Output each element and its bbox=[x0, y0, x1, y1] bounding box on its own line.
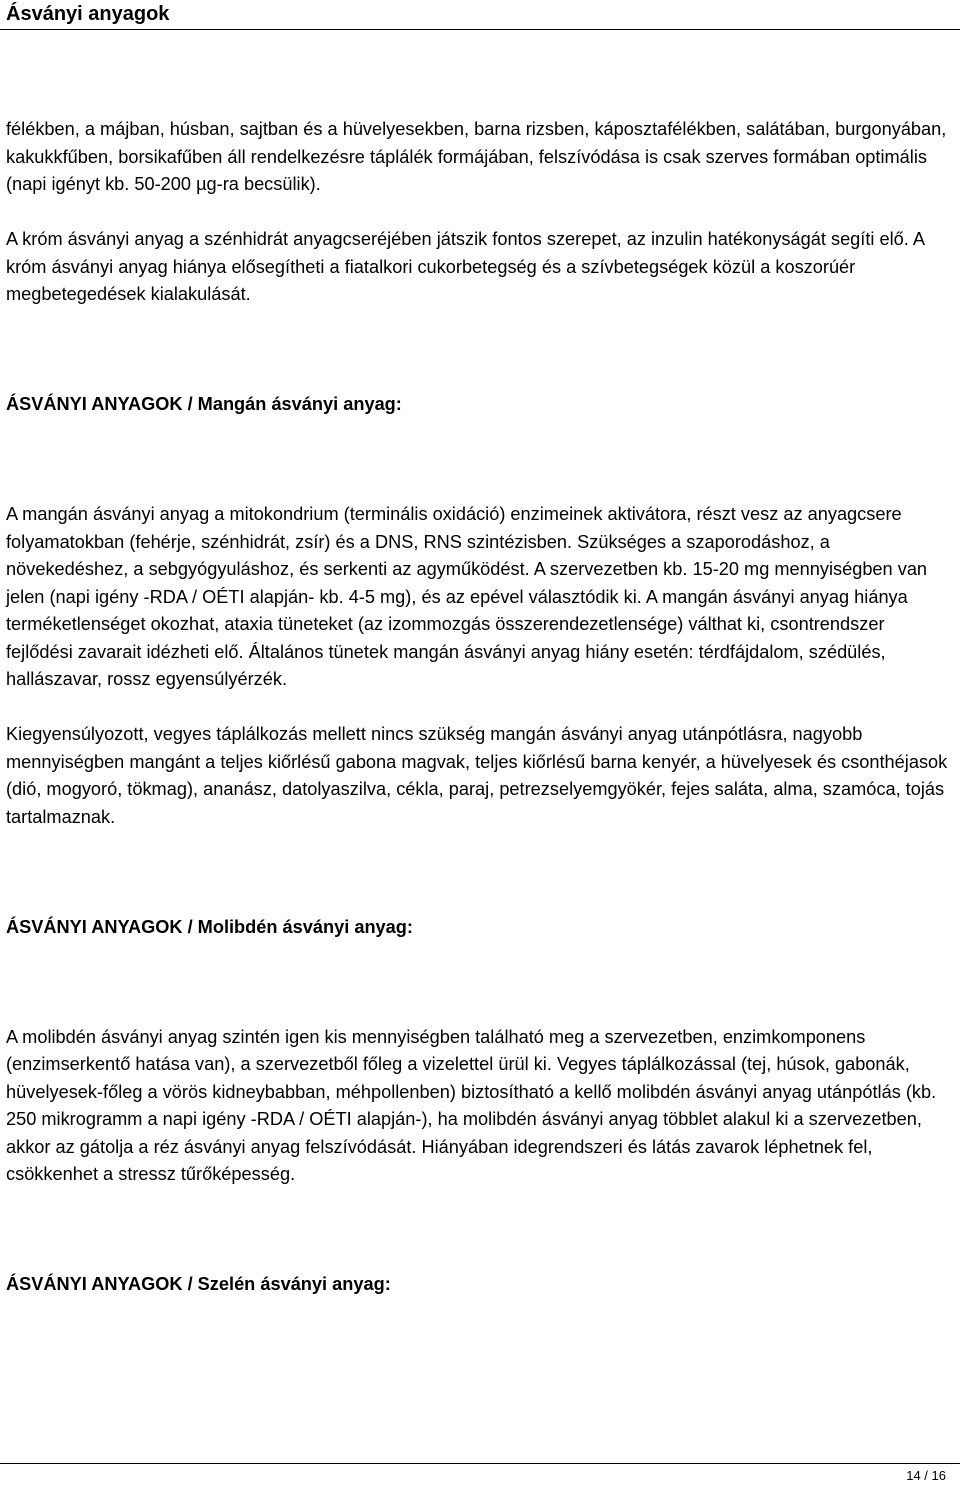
document-title: Ásványi anyagok bbox=[6, 3, 170, 25]
page-header bbox=[0, 0, 960, 30]
paragraph-chromium-sources: félékben, a májban, húsban, sajtban és a hüvelyesekben, barna rizsben, káposztafélékben, salátában, burgonyában, kakukkfűben, borsikafűben áll rendelkezésre táplálék formájában, felszívódása is csak szerves formában optimális (napi igényt kb. 50-200 µg-ra becsülik). bbox=[6, 119, 947, 194]
paragraph-manganese-role: A mangán ásványi anyag a mitokondrium (terminális oxidáció) enzimeinek aktivátora, részt vesz az anyagcsere folyamatokban (fehérje, szénhidrát, zsír) és a DNS, RNS szintézisben. Szükséges a szaporodáshoz, a növekedéshez, a sebgyógyuláshoz, és serkenti az agyműködést. A szervezetben kb. 15-20 mg mennyiségben van jelen (napi igény -RDA / OÉTI alapján- kb. 4-5 mg), és az epével választódik ki. A mangán ásványi anyag hiánya terméketlenséget okozhat, ataxia tüneteket (az izommozgás összerendezetlensége) válthat ki, csontrendszer fejlődési zavarait idézheti elő. Általános tünetek mangán ásványi anyag hiány esetén: térdfájdalom, szédülés, hallászavar, rossz egyensúlyérzék. bbox=[6, 504, 928, 689]
paragraph-chromium-role: A króm ásványi anyag a szénhidrát anyagcseréjében játszik fontos szerepet, az inzulin hatékonyságát segíti elő. A króm ásványi anyag hiánya elősegítheti a fiatalkori cukorbetegség és a szívbetegségek közül a koszorúér megbetegedések kialakulását. bbox=[6, 229, 924, 304]
section-heading-selenium: ÁSVÁNYI ANYAGOK / Szelén ásványi anyag: bbox=[6, 1274, 391, 1294]
section-heading-molybdenum: ÁSVÁNYI ANYAGOK / Molibdén ásványi anyag: bbox=[6, 916, 413, 937]
section-heading-manganese: ÁSVÁNYI ANYAGOK / Mangán ásványi anyag: bbox=[6, 394, 402, 414]
document-body bbox=[6, 116, 954, 1299]
paragraph-manganese-sources: Kiegyensúlyozott, vegyes táplálkozás mellett nincs szükség mangán ásványi anyag utánpótlásra, nagyobb mennyiségben mangánt a teljes kiőrlésű gabona magvak, teljes kiőrlésű barna kenyér, a hüvelyesek és csonthéjasok (dió, mogyoró, tökmag), ananász, datolyaszilva, cékla, paraj, petrezselyemgyökér, fejes saláta, alma, szamóca, tojás tartalmaznak. bbox=[6, 724, 948, 827]
paragraph-molybdenum: A molibdén ásványi anyag szintén igen kis mennyiségben található meg a szervezetben, enzimkomponens (enzimserkentő hatása van), a szervezetből főleg a vizelettel ürül ki. Vegyes táplálkozással (tej, húsok, gabonák, hüvelyesek-főleg a vörös kidneybabban, méhpollenben) biztosítható a kellő molibdén ásványi anyag utánpótlás (kb. 250 mikrogramm a napi igény -RDA / OÉTI alapján-), ha molibdén ásványi anyag többlet alakul ki a szervezetben, akkor az gátolja a réz ásványi anyag felszívódását. Hiányában idegrendszeri és látás zavarok léphetnek fel, csökkenhet a stressz tűrőképesség. bbox=[6, 1026, 937, 1184]
footer-divider bbox=[0, 1463, 960, 1464]
page-number: 14 / 16 bbox=[906, 1468, 946, 1483]
